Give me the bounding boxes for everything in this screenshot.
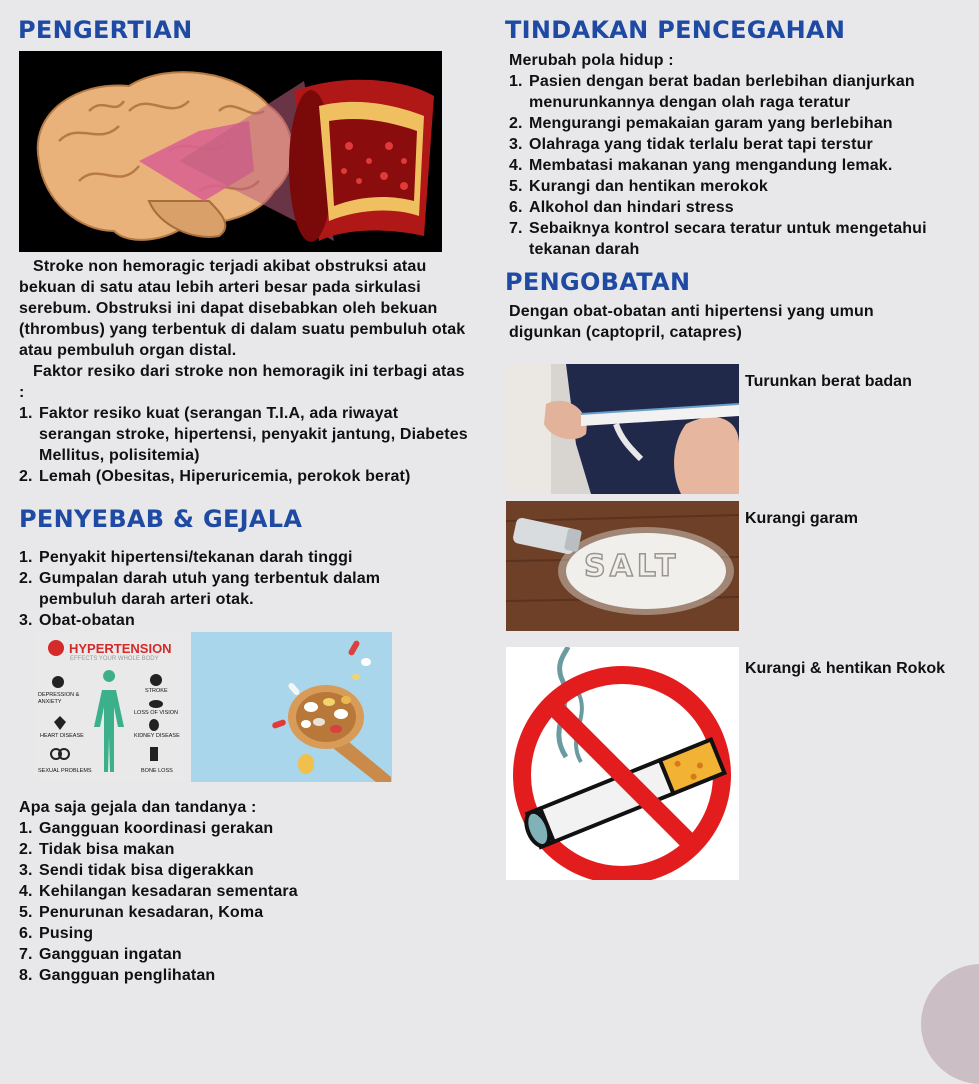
list-item: 7. Gangguan ingatan xyxy=(19,946,182,963)
list-item: 2. Lemah (Obesitas, Hiperuricemia, perokok berat) xyxy=(19,468,411,485)
pengertian-text xyxy=(19,256,474,487)
infographic-label: STROKE xyxy=(145,688,168,694)
gejala-section xyxy=(19,797,459,986)
gejala-list xyxy=(19,818,459,986)
no-smoking-icon xyxy=(506,647,739,880)
salt-caption: Kurangi garam xyxy=(745,510,858,527)
list-item: 1. Gangguan koordinasi gerakan xyxy=(19,820,274,837)
infographic-label: BONE LOSS xyxy=(141,768,173,774)
salt-photo xyxy=(506,501,739,631)
pencegahan-section xyxy=(509,50,969,260)
risk-factor-list xyxy=(19,403,474,487)
list-item: 4. Kehilangan kesadaran sementara xyxy=(19,883,298,900)
smoking-caption: Kurangi & hentikan Rokok xyxy=(745,660,946,677)
penyebab-list xyxy=(19,547,459,631)
pengobatan-text: Dengan obat-obatan anti hipertensi yang umun digunkan (captopril, catapres) xyxy=(509,303,874,341)
list-item: 2. Tidak bisa makan xyxy=(19,841,175,858)
pengertian-paragraph-2: Faktor resiko dari stroke non hemoragik ini terbagi atas : xyxy=(19,363,465,401)
infographic-title: HYPERTENSION xyxy=(69,641,172,656)
infographic-label: HEART DISEASE xyxy=(40,733,84,739)
pengobatan-heading: PENGOBATAN xyxy=(505,268,691,296)
pengertian-paragraph-1: Stroke non hemoragic terjadi akibat obstruksi atau bekuan di satu atau lebih arteri besar pada sirkulasi serebum. Obstruksi ini dapat disebabkan oleh bekuan (thrombus) yang terbentuk di dalam suatu pembuluh otak atau pembuluh organ distal. xyxy=(19,258,466,359)
pencegahan-subtitle: Merubah pola hidup : xyxy=(509,52,674,69)
list-item: 1. Pasien dengan berat badan berlebihan dianjurkan menurunkannya dengan olah raga teratur xyxy=(509,73,915,111)
pencegahan-list xyxy=(509,71,969,260)
weight-loss-caption: Turunkan berat badan xyxy=(745,373,912,390)
list-item: 5. Kurangi dan hentikan merokok xyxy=(509,178,768,195)
list-item: 4. Membatasi makanan yang mengandung lemak. xyxy=(509,157,893,174)
list-item: 7. Sebaiknya kontrol secara teratur untuk mengetahui tekanan darah xyxy=(509,220,927,258)
pills-spoon-photo xyxy=(191,632,392,782)
weight-loss-photo xyxy=(506,364,739,494)
list-item: 3. Sendi tidak bisa digerakkan xyxy=(19,862,254,879)
corner-decoration xyxy=(921,964,979,1084)
infographic-subtitle: EFFECTS YOUR WHOLE BODY xyxy=(70,656,159,662)
infographic-label: DEPRESSION & ANXIETY xyxy=(38,692,80,705)
infographic-label: LOSS OF VISION xyxy=(134,710,179,716)
list-item: 1. Penyakit hipertensi/tekanan darah tinggi xyxy=(19,549,353,566)
list-item: 6. Pusing xyxy=(19,925,94,942)
list-item: 1. Faktor resiko kuat (serangan T.I.A, ada riwayat serangan stroke, hipertensi, penyakit jantung, Diabetes Mellitus, polisitemia) xyxy=(19,405,468,464)
list-item: 2. Gumpalan darah utuh yang terbentuk dalam pembuluh darah arteri otak. xyxy=(19,570,381,608)
hypertension-infographic xyxy=(34,632,184,782)
list-item: 6. Alkohol dan hindari stress xyxy=(509,199,734,216)
list-item: 3. Obat-obatan xyxy=(19,612,135,629)
infographic-label: KIDNEY DISEASE xyxy=(134,733,180,739)
list-item: 3. Olahraga yang tidak terlalu berat tapi terstur xyxy=(509,136,873,153)
infographic-label: SEXUAL PROBLEMS xyxy=(38,768,92,774)
brain-artery-illustration xyxy=(19,51,442,252)
list-item: 5. Penurunan kesadaran, Koma xyxy=(19,904,264,921)
pengertian-heading: PENGERTIAN xyxy=(18,16,193,44)
gejala-title: Apa saja gejala dan tandanya : xyxy=(19,799,257,816)
pencegahan-heading: TINDAKAN PENCEGAHAN xyxy=(505,16,846,44)
penyebab-heading: PENYEBAB & GEJALA xyxy=(19,505,303,533)
list-item: 8. Gangguan penglihatan xyxy=(19,967,216,984)
list-item: 2. Mengurangi pemakaian garam yang berlebihan xyxy=(509,115,893,132)
salt-label: SALT xyxy=(584,549,680,584)
